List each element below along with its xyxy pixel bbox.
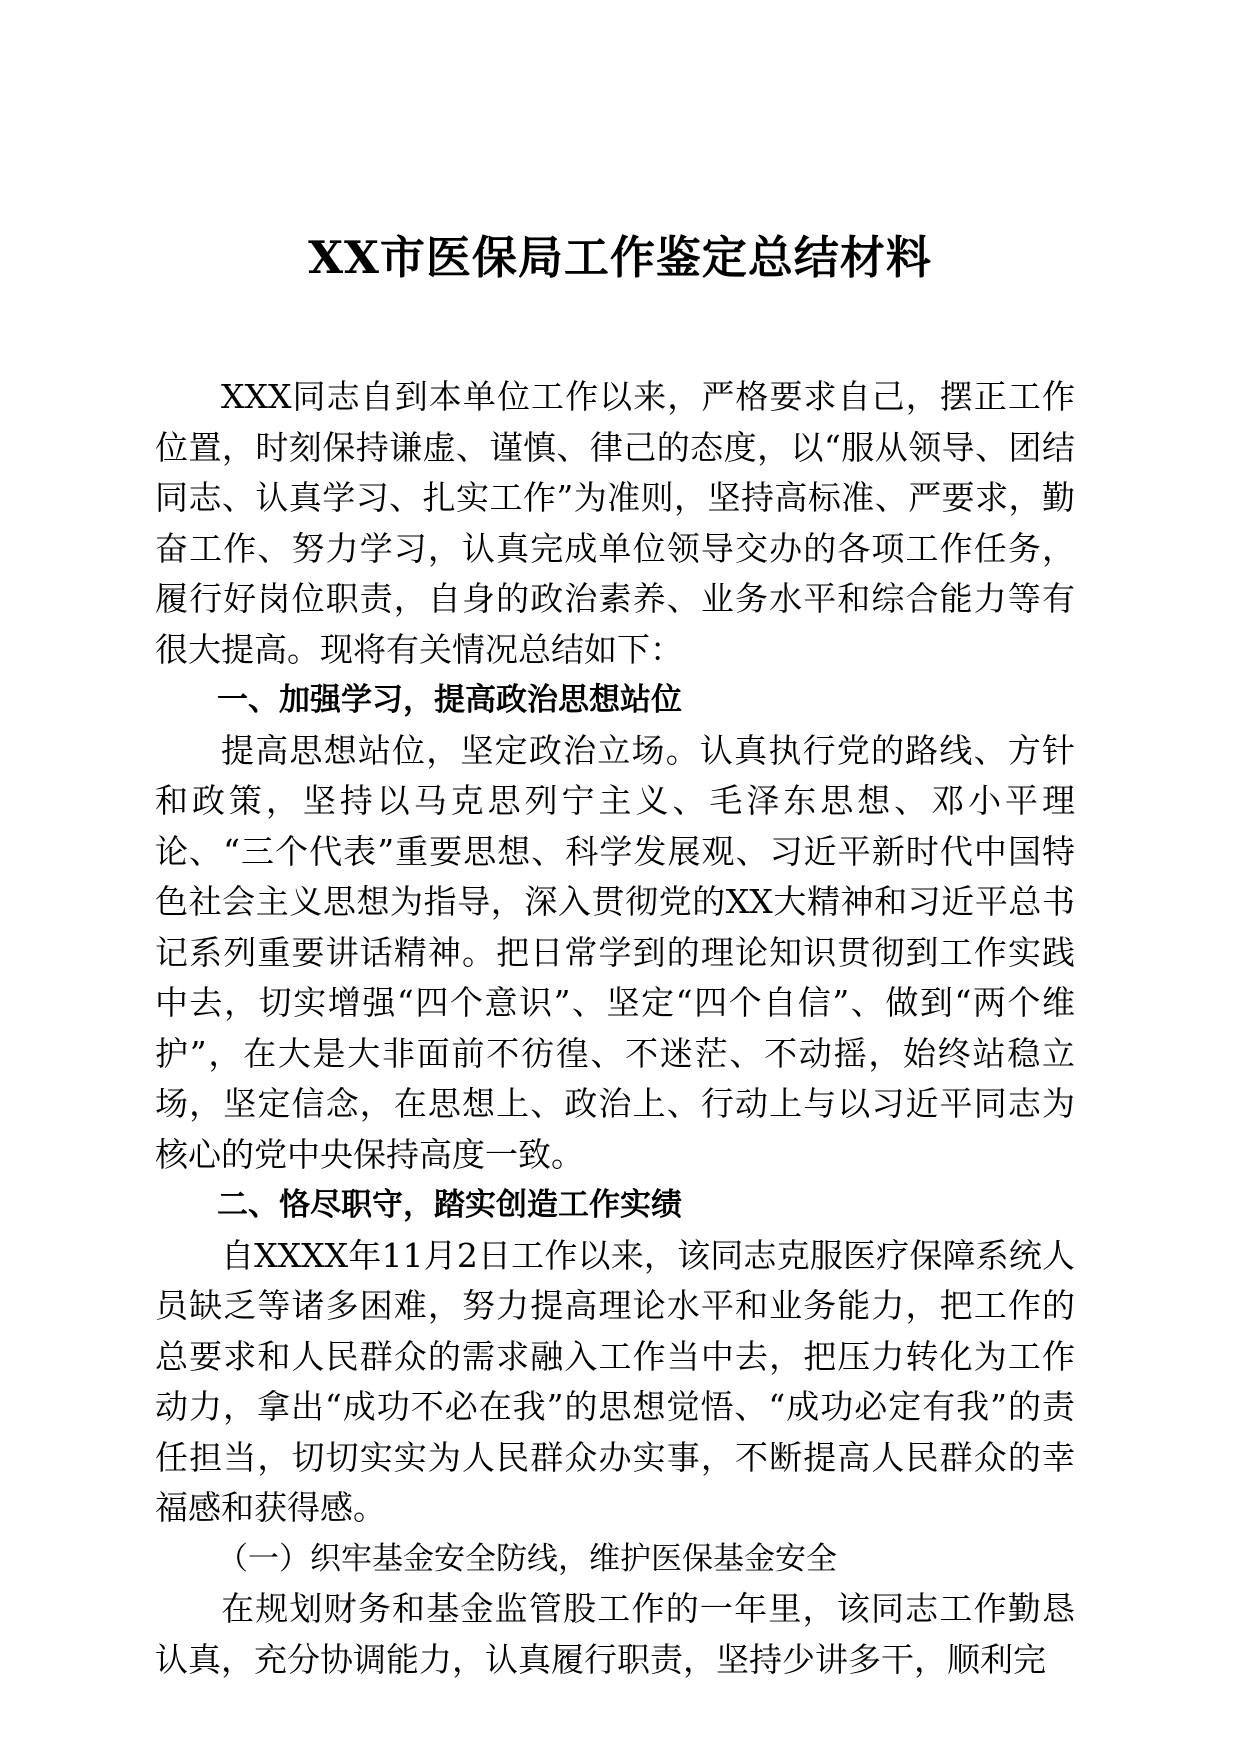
section-1-paragraph: 提高思想站位，坚定政治立场。认真执行党的路线、方针和政策，坚持以马克思列宁主义、毛泽东思想、邓小平理论、“三个代表”重要思想、科学发展观、习近平新时代中国特色社会主义思想为指导，深入贯彻党的XX大精神和习近平总书记系列重要讲话精神。把日常学到的理论知识贯彻到工作实践中去，切实增强“四个意识”、坚定“四个自信”、做到“两个维护”，在大是大非面前不彷徨、不迷茫、不动摇，始终站稳立场，坚定信念，在思想上、政治上、行动上与以习近平同志为核心的党中央保持高度一致。 bbox=[155, 730, 1075, 1174]
section-heading-2: 二、恪尽职守，踏实创造工作实绩 bbox=[217, 1187, 682, 1223]
section-2-paragraph: 自XXXX年11月2日工作以来，该同志克服医疗保障系统人员缺乏等诸多困难，努力提高理论水平和业务能力，把工作的总要求和人民群众的需求融入工作当中去，把压力转化为工作动力，拿出“成功不必在我”的思想觉悟、“成功必定有我”的责任担当，切切实实为人民群众办实事，不断提高人民群众的幸福感和获得感。 bbox=[155, 1235, 1075, 1527]
subsection-1-paragraph: 在规划财务和基金监管股工作的一年里，该同志工作勤恳认真，充分协调能力，认真履行职责，坚持少讲多干，顺利完 bbox=[155, 1589, 1075, 1679]
document-body bbox=[155, 372, 1075, 1685]
intro-paragraph: XXX同志自到本单位工作以来，严格要求自己，摆正工作位置，时刻保持谦虚、谨慎、律己的态度，以“服从领导、团结同志、认真学习、扎实工作”为准则，坚持高标准、严要求，勤奋工作、努力学习，认真完成单位领导交办的各项工作任务，履行好岗位职责，自身的政治素养、业务水平和综合能力等有很大提高。现将有关情况总结如下： bbox=[155, 377, 1075, 669]
section-heading-1: 一、加强学习，提高政治思想站位 bbox=[217, 682, 682, 718]
subsection-heading-1: （一）织牢基金安全防线，维护医保基金安全 bbox=[217, 1540, 837, 1577]
document-title: XX市医保局工作鉴定总结材料 bbox=[308, 231, 932, 284]
